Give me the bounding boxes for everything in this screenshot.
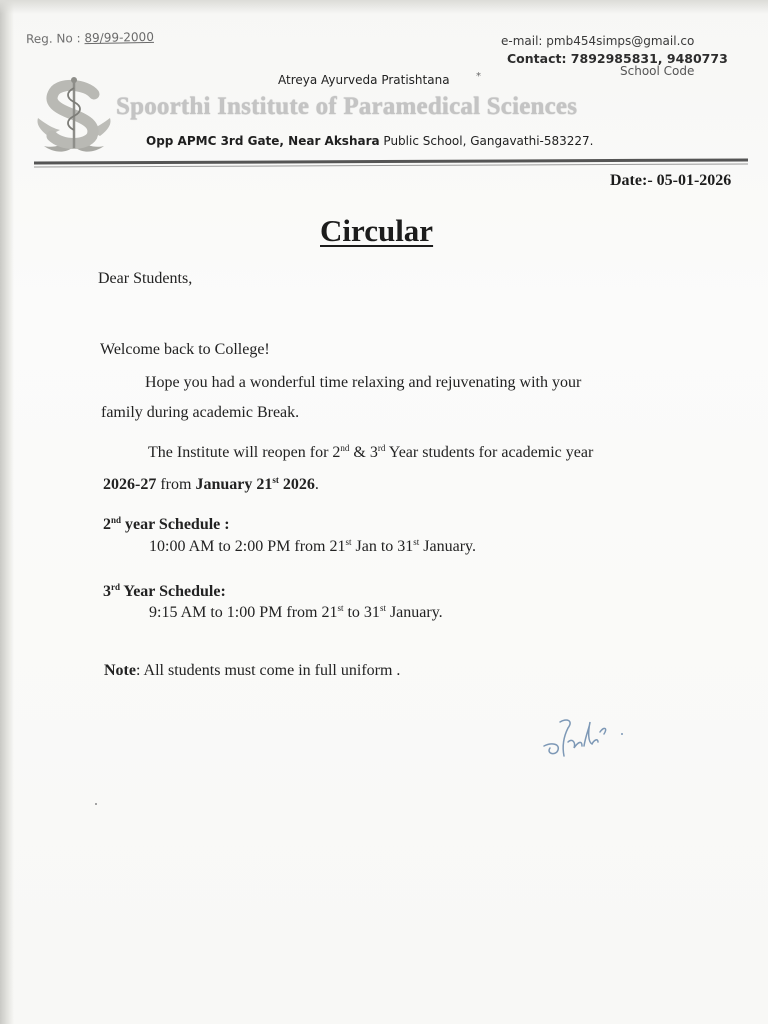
schedule-3rd-year-timing: [149, 604, 443, 622]
reg-number: 89/99-2000: [84, 29, 155, 46]
welcome-line: Welcome back to College!: [100, 341, 270, 358]
reopen-text-a: The Institute will reopen for 2: [148, 444, 341, 461]
heading-text: year Schedule :: [121, 516, 230, 533]
timing-text-c: January.: [419, 538, 476, 555]
heading-number: 3: [103, 583, 111, 600]
period: .: [314, 476, 319, 493]
organization-name: Atreya Ayurveda Pratishtana: [278, 73, 450, 87]
ordinal-suffix: st: [337, 603, 344, 613]
timing-text-c: January.: [385, 604, 443, 621]
ordinal-suffix: st: [345, 537, 352, 547]
reopen-text-b: & 3: [349, 444, 378, 461]
ordinal-suffix: rd: [111, 582, 120, 592]
circular-title: Circular: [320, 213, 434, 248]
ordinal-suffix: rd: [377, 443, 386, 453]
ordinal-suffix: nd: [340, 443, 350, 453]
email-line: e-mail: pmb454simps@gmail.co: [501, 34, 695, 48]
schedule-2nd-year-timing: [149, 538, 476, 556]
paper-edge-shadow: [0, 0, 14, 1024]
ordinal-suffix: st: [413, 537, 420, 547]
paragraph-2-line-2: [103, 476, 319, 494]
institute-name: Spoorthi Institute of Paramedical Sciences: [116, 93, 578, 120]
schedule-3rd-year-heading: [103, 583, 226, 601]
school-code-label: School Code: [620, 64, 695, 78]
salutation: Dear Students,: [98, 270, 193, 287]
timing-text-a: 9:15 AM to 1:00 PM from 21: [149, 604, 338, 621]
timing-text-a: 10:00 AM to 2:00 PM from 21: [149, 538, 346, 555]
schedule-2nd-year-heading: [103, 516, 230, 534]
ordinal-suffix: st: [272, 475, 279, 485]
handwritten-signature: [538, 712, 630, 762]
trademark-mark: *: [476, 71, 481, 82]
reopen-date-month: January 21: [195, 476, 273, 493]
timing-text-b: to 31: [343, 604, 380, 621]
contact-line: Contact: 7892985831, 9480773: [507, 51, 728, 66]
caduceus-s-emblem-icon: [34, 74, 114, 162]
institute-address: [146, 134, 594, 148]
paragraph-1-line-2: family during academic Break.: [101, 404, 300, 421]
academic-year: 2026-27: [103, 476, 157, 493]
address-bold-part: Opp APMC 3rd Gate, Near Akshara: [146, 134, 380, 148]
paragraph-2-line-1: [148, 444, 593, 462]
heading-text: Year Schedule:: [120, 583, 226, 600]
reopen-text-c: Year students for academic year: [385, 444, 594, 461]
timing-text-b: Jan to 31: [351, 538, 414, 555]
reopen-date: [195, 476, 314, 493]
note-text: : All students must come in full uniform .: [135, 662, 401, 679]
top-edge-shadow: [0, 0, 768, 14]
note-label: Note: [104, 662, 136, 679]
paragraph-1-line-1: Hope you had a wonderful time relaxing and rejuvenating with your: [145, 374, 582, 391]
uniform-note: [104, 662, 400, 680]
reopen-text-d: from: [156, 476, 196, 493]
ordinal-suffix: st: [379, 603, 386, 613]
heading-number: 2: [103, 516, 111, 533]
reg-label: Reg. No :: [25, 31, 81, 47]
address-rest-part: Public School, Gangavathi-583227.: [379, 134, 594, 148]
ordinal-suffix: nd: [111, 515, 122, 525]
reopen-date-year: 2026: [278, 476, 315, 493]
paper-speck: [95, 803, 97, 805]
circular-date: Date:- 05-01-2026: [610, 172, 732, 189]
registration-number: [26, 30, 154, 46]
